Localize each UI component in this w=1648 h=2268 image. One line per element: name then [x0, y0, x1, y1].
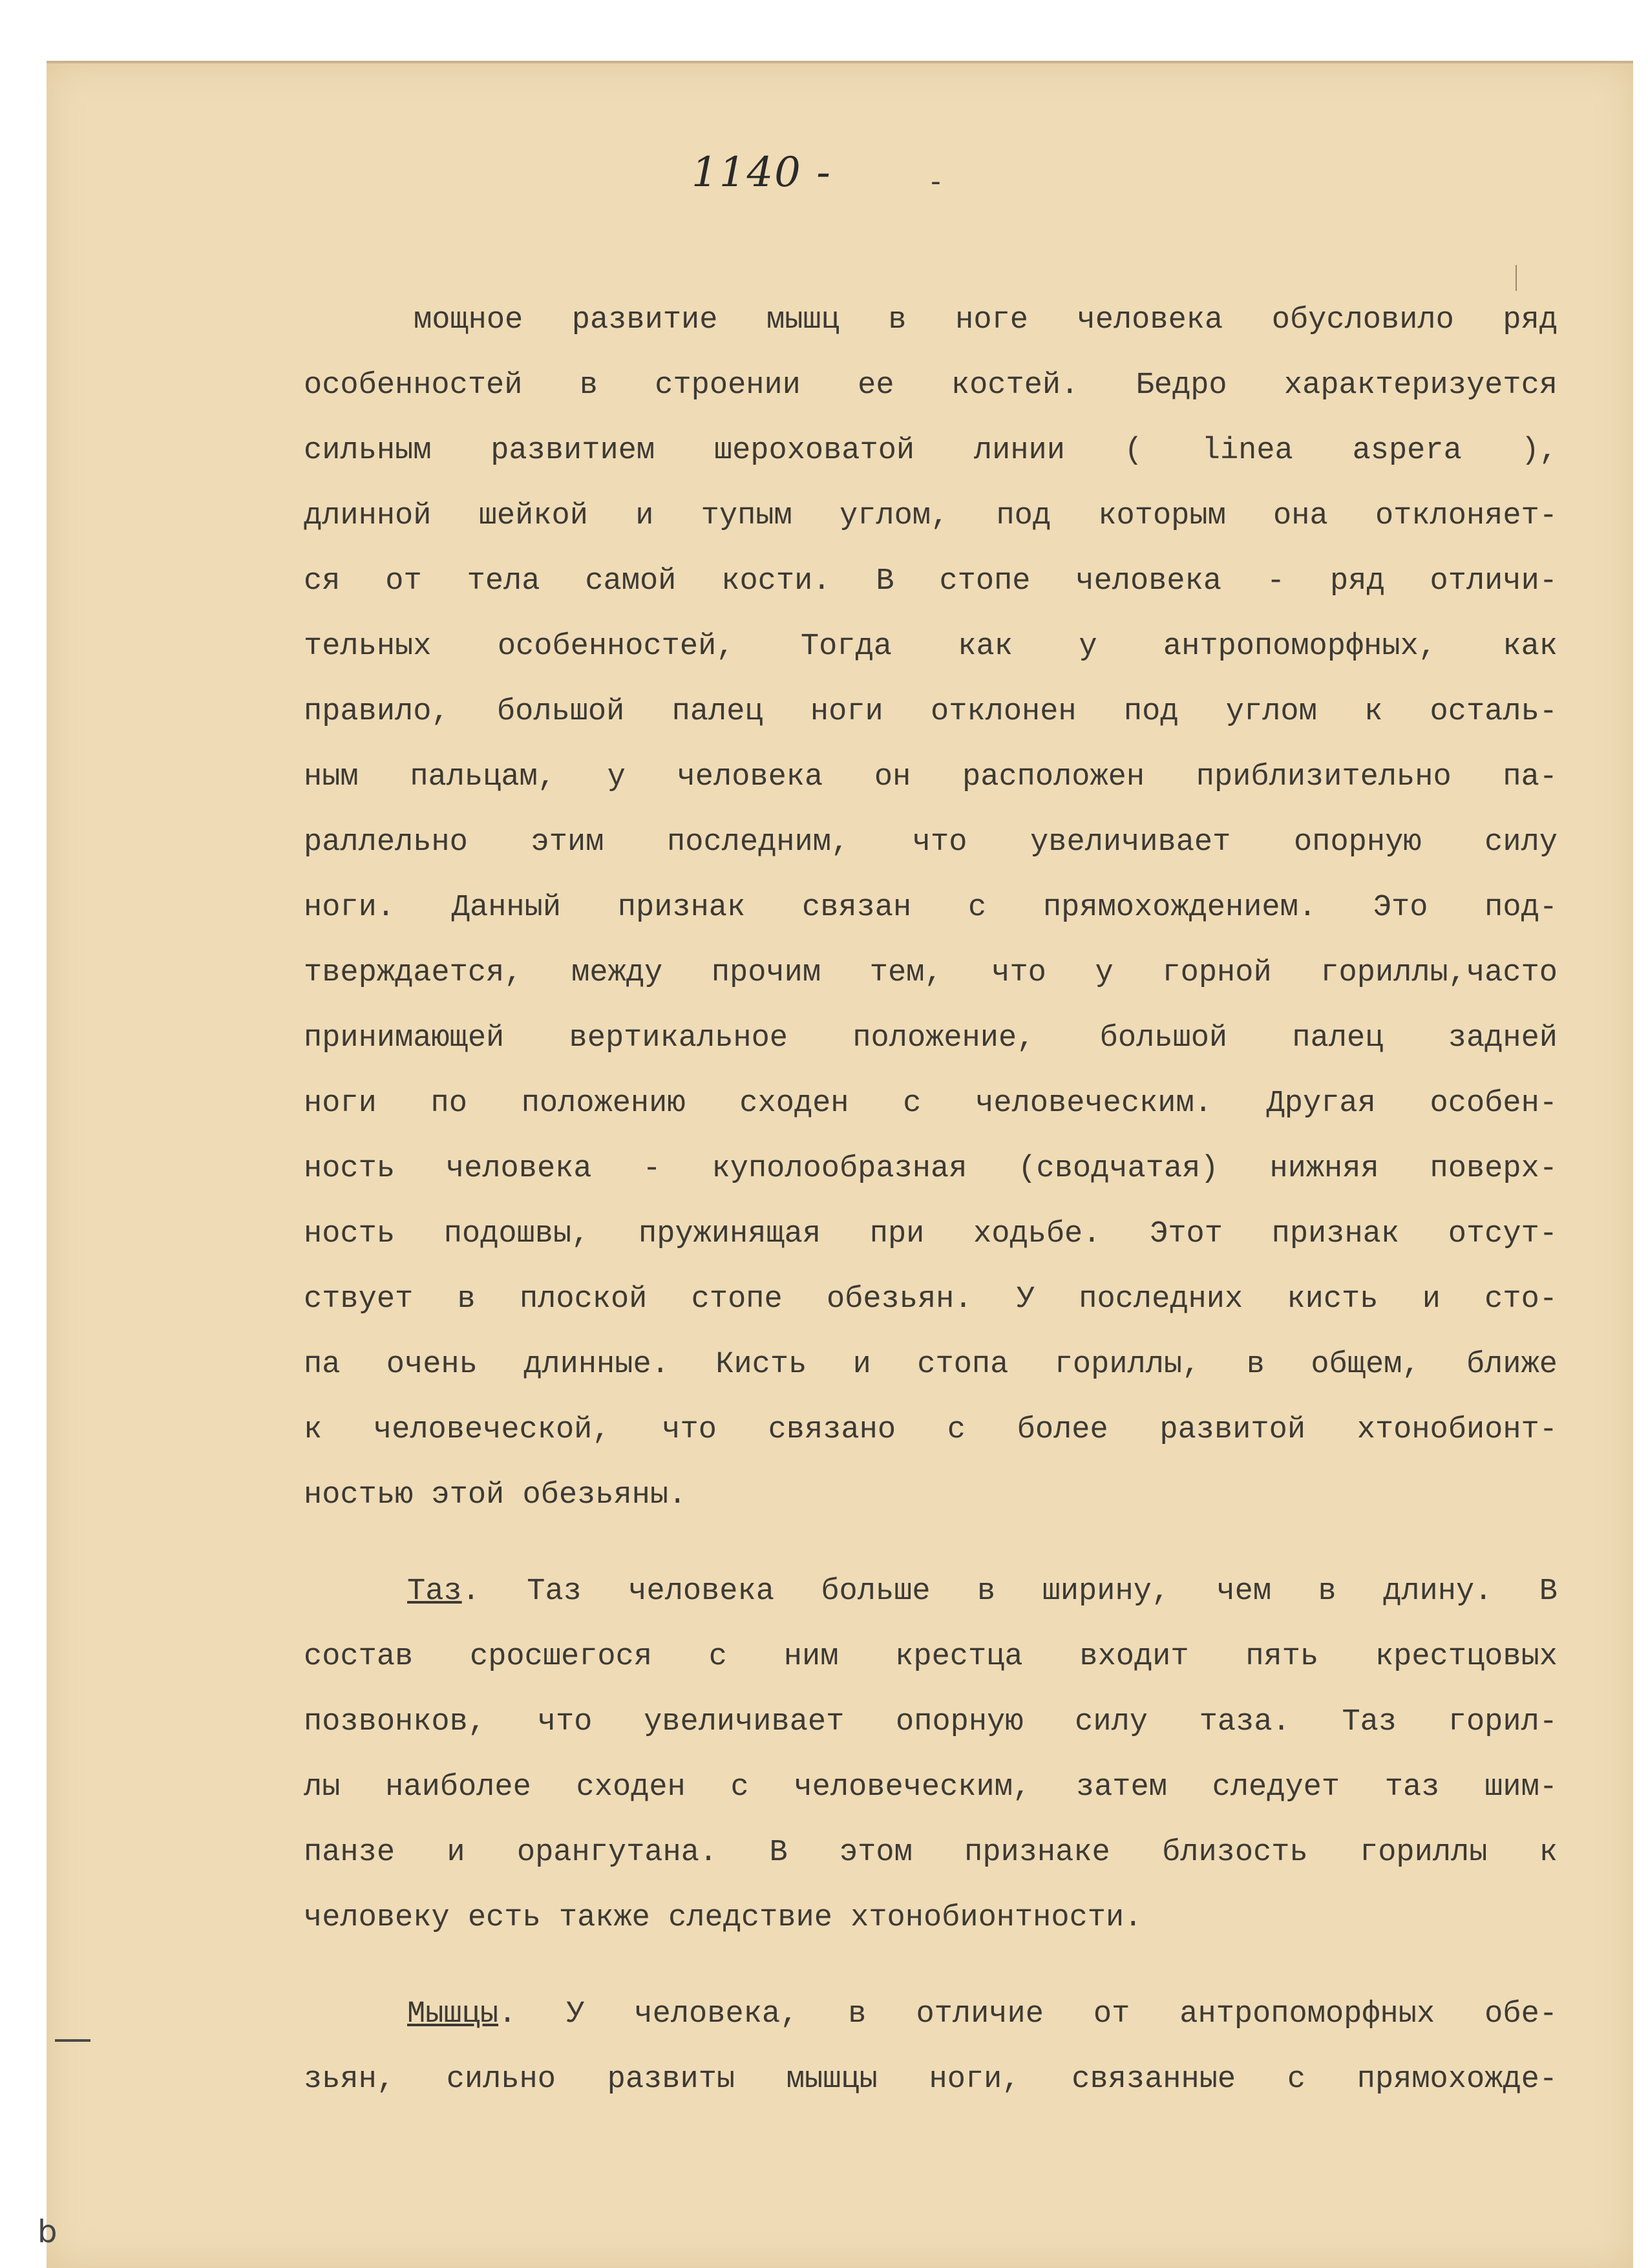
- text-line: позвонков, что увеличивает опорную силу таза. Таз горил-: [304, 1705, 1558, 1739]
- corner-pencil-mark: b: [37, 2214, 58, 2250]
- text-line: раллельно этим последним, что увеличивает опорную силу: [304, 825, 1558, 860]
- scan-background-left: [0, 0, 45, 2268]
- text-line: ся от тела самой кости. В стопе человека - ряд отличи-: [304, 564, 1558, 599]
- text-line: тверждается, между прочим тем, что у горной гориллы,часто: [304, 956, 1558, 990]
- text-line: сильным развитием шероховатой линии ( linea aspera ),: [304, 434, 1558, 468]
- text-line: зьян, сильно развиты мышцы ноги, связанные с прямохожде-: [304, 2062, 1558, 2097]
- text-line: длинной шейкой и тупым углом, под которым она отклоняет-: [304, 499, 1558, 533]
- text-line: принимающей вертикальное положение, большой палец задней: [304, 1021, 1558, 1055]
- text-line: правило, большой палец ноги отклонен под углом к осталь-: [304, 695, 1558, 729]
- text-line: панзе и орангутана. В этом признаке близость гориллы к: [304, 1836, 1558, 1870]
- paragraph-pelvis: [304, 1559, 1558, 1951]
- text-line: па очень длинные. Кисть и стопа гориллы, в общем, ближе: [304, 1348, 1558, 1382]
- text-line: лы наиболее сходен с человеческим, затем следует таз шим-: [304, 1770, 1558, 1805]
- margin-dash-mark: [55, 2039, 90, 2042]
- text-line: [304, 1559, 1558, 1624]
- text-line: состав сросшегося с ним крестца входит пять крестцовых: [304, 1640, 1558, 1674]
- text-line: тельных особенностей, Тогда как у антропоморфных, как: [304, 630, 1558, 664]
- scan-background-top: [0, 0, 1648, 61]
- text-line: мощное развитие мышц в ноге человека обусловило ряд: [414, 303, 1558, 337]
- paper-edge: [47, 61, 1633, 63]
- section-heading-muscles: Мышцы: [407, 1997, 499, 2031]
- text-line: [304, 1982, 1558, 2047]
- paragraph-bones: [304, 288, 1558, 1528]
- text-line-rest: . Таз человека больше в ширину, чем в длину. В: [461, 1574, 1558, 1609]
- text-line: человеку есть также следствие хтонобионтности.: [304, 1901, 1143, 1935]
- text-line: ным пальцам, у человека он расположен приблизительно па-: [304, 760, 1558, 794]
- text-line-rest: . У человека, в отличие от антропоморфных обе-: [498, 1997, 1558, 2031]
- text-line: к человеческой, что связано с более развитой хтонобионт-: [304, 1413, 1558, 1447]
- text-line: ноги по положению сходен с человеческим. Другая особен-: [304, 1086, 1558, 1121]
- text-line: ствует в плоской стопе обезьян. У последних кисть и сто-: [304, 1282, 1558, 1317]
- typed-text-body: [304, 288, 1558, 2112]
- page-number-handwritten: 1140 -: [692, 149, 832, 196]
- text-line: особенностей в строении ее костей. Бедро характеризуется: [304, 368, 1558, 403]
- text-line: ноги. Данный признак связан с прямохождением. Это под-: [304, 891, 1558, 925]
- text-line: ность подошвы, пружинящая при ходьбе. Этот признак отсут-: [304, 1217, 1558, 1251]
- paragraph-muscles: [304, 1982, 1558, 2112]
- page-number-dash: -: [931, 165, 941, 198]
- margin-tick-mark: [1516, 265, 1517, 291]
- text-line: ность человека - куполообразная (сводчатая) нижняя поверх-: [304, 1152, 1558, 1186]
- text-line: ностью этой обезьяны.: [304, 1478, 687, 1512]
- section-heading-pelvis: Таз: [407, 1574, 462, 1609]
